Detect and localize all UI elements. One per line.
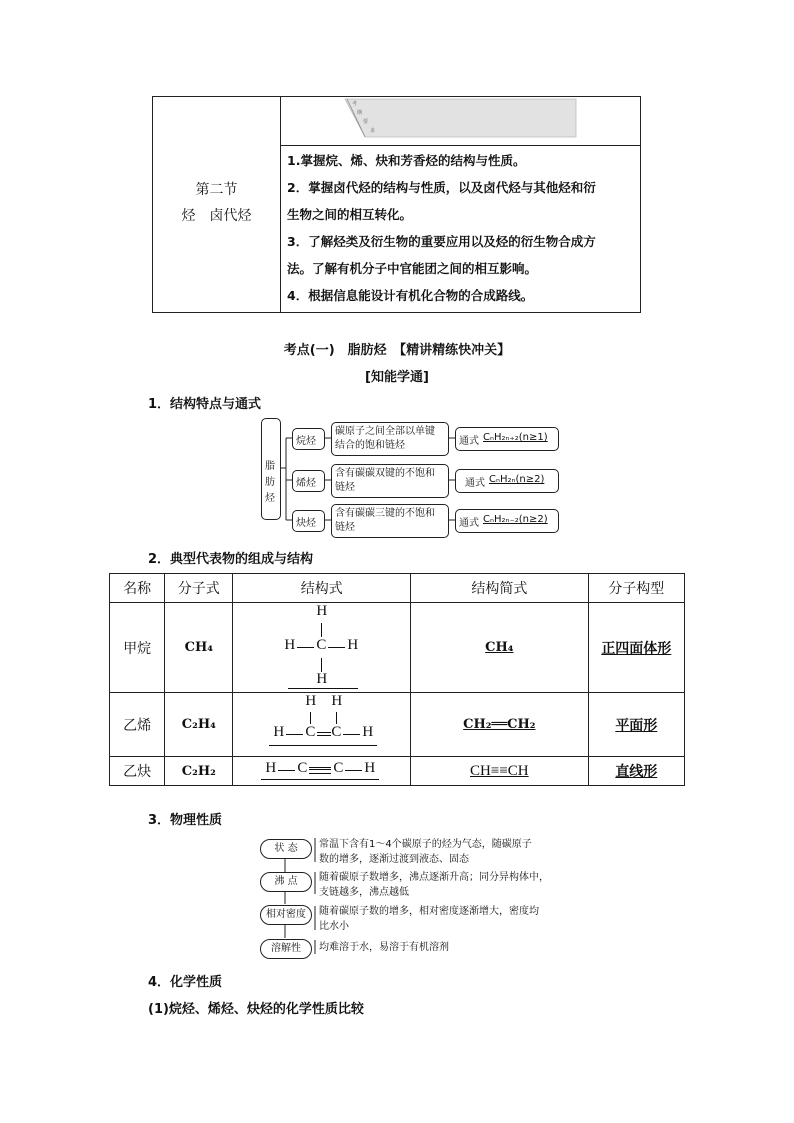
structural-formula-cell — [233, 693, 411, 757]
density-label-box — [260, 905, 312, 925]
atom-label: H — [347, 637, 359, 653]
requirement-line: 3．了解烃类及衍生物的重要应用以及烃的衍生物合成方 — [287, 234, 596, 249]
alkane-desc-box — [331, 422, 449, 456]
bond-line — [297, 647, 314, 648]
methane-structure — [233, 603, 409, 692]
atom-label: H — [316, 671, 328, 687]
molecular-formula: C₂H₄ — [165, 693, 233, 757]
bond-line — [310, 712, 311, 724]
alkene-formula-box — [455, 469, 559, 493]
aliphatic-diagram — [260, 418, 560, 536]
alkyne-general-formula: CₙH₂ₙ₋₂(n≥2) — [483, 514, 548, 525]
molecular-shape: 平面形 — [588, 693, 684, 757]
property-label: 相对密度 — [266, 909, 306, 920]
topic-subtitle: [知能学通] — [365, 370, 429, 385]
requirement-line: 4．根据信息能设计有机化合物的合成路线。 — [287, 288, 534, 303]
section3-heading: 3．物理性质 — [148, 813, 223, 828]
double-bond — [317, 732, 331, 736]
section2-heading: 2．典型代表物的组成与结构 — [148, 552, 314, 567]
alkyne-desc: 链烃 — [335, 522, 355, 533]
molecular-shape: 正四面体形 — [588, 603, 684, 693]
table-row — [110, 603, 685, 693]
alkene-desc-box — [331, 464, 449, 498]
ethylene-structure — [233, 693, 409, 756]
alkene-name: 烯烃 — [296, 478, 316, 489]
state-desc — [319, 837, 532, 867]
property-desc: 均难溶于水，易溶于有机溶剂 — [319, 942, 449, 953]
structural-simple-formula: CH≡≡CH — [411, 757, 589, 786]
atom-label: C — [333, 760, 344, 776]
alkane-formula-box — [455, 427, 559, 451]
alkyne-desc-box — [331, 504, 449, 538]
alkane-desc: 碳原子之间全部以单键 — [335, 426, 435, 437]
alkene-desc: 链烃 — [335, 482, 355, 493]
header-left-cell — [153, 97, 281, 312]
atom-label: H — [316, 603, 328, 619]
alkyne-formula-box — [455, 509, 559, 533]
atom-label: H — [265, 760, 277, 776]
answer-underline — [288, 688, 358, 689]
section-number: 第二节 — [195, 182, 238, 198]
property-desc: 常温下含有1～4个碳原子的烃为气态，随碳原子 — [319, 839, 532, 850]
bond-line — [345, 770, 362, 771]
table-header-row — [110, 574, 685, 603]
structural-simple-formula: CH₂══CH₂ — [411, 693, 589, 757]
aliphatic-label-box — [261, 418, 281, 520]
solubility-label-box — [260, 939, 312, 959]
bond-line — [321, 623, 322, 637]
requirement-line: 1.掌握烷、烯、炔和芳香烃的结构与性质。 — [287, 153, 526, 168]
group-char: 脂 — [265, 461, 275, 472]
group-char: 肪 — [265, 477, 275, 488]
requirement-line: 2．掌握卤代烃的结构与性质，以及卤代烃与其他烃和衍 — [287, 180, 596, 195]
triple-bond-mid — [309, 769, 331, 770]
property-desc: 支链越多，沸点越低 — [319, 887, 409, 898]
alkene-name-box — [292, 470, 325, 492]
property-label: 状 态 — [274, 843, 298, 854]
bond-line — [343, 734, 360, 735]
formula-prefix: 通式 — [459, 518, 479, 529]
alkyne-name-box — [292, 510, 325, 532]
group-char: 烃 — [265, 493, 275, 504]
formula-prefix: 通式 — [465, 478, 485, 489]
section1-heading: 1．结构特点与通式 — [148, 397, 262, 412]
alkane-desc: 结合的饱和链烃 — [335, 440, 405, 451]
atom-label: H — [362, 724, 374, 740]
boiling-label-box — [260, 872, 312, 892]
property-desc: 数的增多，逐渐过渡到液态、固态 — [319, 854, 469, 865]
column-header: 分子构型 — [588, 574, 684, 603]
answer-underline — [269, 745, 377, 746]
axis-label: 考 — [352, 101, 358, 107]
property-desc: 比水小 — [319, 921, 349, 932]
section4-subheading: (1)烷烃、烯烃、炔烃的化学性质比较 — [148, 1002, 364, 1017]
physical-properties-diagram — [257, 834, 567, 964]
compound-name: 乙烯 — [110, 693, 165, 757]
alkane-general-formula: CₙH₂ₙ₊₂(n≥1) — [483, 432, 548, 443]
formula-prefix: 通式 — [459, 436, 479, 447]
boiling-desc — [319, 870, 549, 900]
state-label-box — [260, 839, 312, 859]
axis-label: 要 — [363, 119, 369, 125]
table-row — [110, 757, 685, 786]
atom-label: H — [305, 693, 317, 709]
column-header: 结构式 — [233, 574, 411, 603]
alkene-desc: 含有碳碳双键的不饱和 — [335, 468, 435, 479]
molecular-shape: 直线形 — [588, 757, 684, 786]
property-label: 溶解性 — [271, 943, 301, 954]
section-title: 烃 卤代烃 — [181, 208, 252, 224]
header-figure-cell — [281, 97, 640, 146]
alkane-name: 烷烃 — [296, 436, 316, 447]
acetylene-structure — [233, 757, 409, 785]
bond-line — [278, 770, 295, 771]
atom-label: C — [297, 760, 308, 776]
property-desc: 随着碳原子数增多，沸点逐渐升高；同分异构体中， — [319, 872, 549, 883]
axis-label: 纲 — [357, 110, 363, 116]
table-row — [110, 693, 685, 757]
solubility-desc — [319, 940, 449, 955]
molecular-formula: C₂H₂ — [165, 757, 233, 786]
atom-label: H — [364, 760, 376, 776]
bond-line — [328, 647, 345, 648]
axis-label: 求 — [370, 128, 376, 134]
requirement-line: 法。了解有机分子中官能团之间的相互影响。 — [287, 261, 538, 276]
representative-compounds-table — [109, 573, 685, 786]
molecular-formula: CH₄ — [165, 603, 233, 693]
alkyne-name: 炔烃 — [296, 518, 316, 529]
requirements-list — [287, 147, 637, 309]
structural-formula-cell — [233, 603, 411, 693]
column-header: 名称 — [110, 574, 165, 603]
atom-label: H — [284, 637, 296, 653]
requirement-banner — [281, 97, 640, 145]
bond-line — [286, 734, 303, 735]
atom-label: C — [305, 724, 316, 740]
alkene-general-formula: CₙH₂ₙ(n≥2) — [489, 474, 545, 485]
requirement-line: 生物之间的相互转化。 — [287, 207, 413, 222]
structural-formula-cell — [233, 757, 411, 786]
property-label: 沸 点 — [274, 876, 298, 887]
compound-name: 甲烷 — [110, 603, 165, 693]
column-header: 分子式 — [165, 574, 233, 603]
topic-title: 考点(一) 脂肪烃 【精讲精练快冲关】 — [283, 343, 511, 358]
density-desc — [319, 904, 539, 934]
property-desc: 随着碳原子数的增多，相对密度逐渐增大，密度均 — [319, 906, 539, 917]
bond-line — [321, 658, 322, 672]
compound-name: 乙炔 — [110, 757, 165, 786]
column-header: 结构简式 — [411, 574, 589, 603]
bond-line — [336, 712, 337, 724]
atom-label: H — [331, 693, 343, 709]
answer-underline — [261, 779, 379, 780]
atom-label: C — [331, 724, 342, 740]
alkyne-desc: 含有碳碳三键的不饱和 — [335, 508, 435, 519]
alkane-name-box — [292, 428, 325, 450]
atom-label: C — [316, 637, 327, 653]
section4-heading: 4．化学性质 — [148, 975, 223, 990]
atom-label: H — [273, 724, 285, 740]
header-table — [152, 96, 641, 313]
structural-simple-formula: CH₄ — [411, 603, 589, 693]
